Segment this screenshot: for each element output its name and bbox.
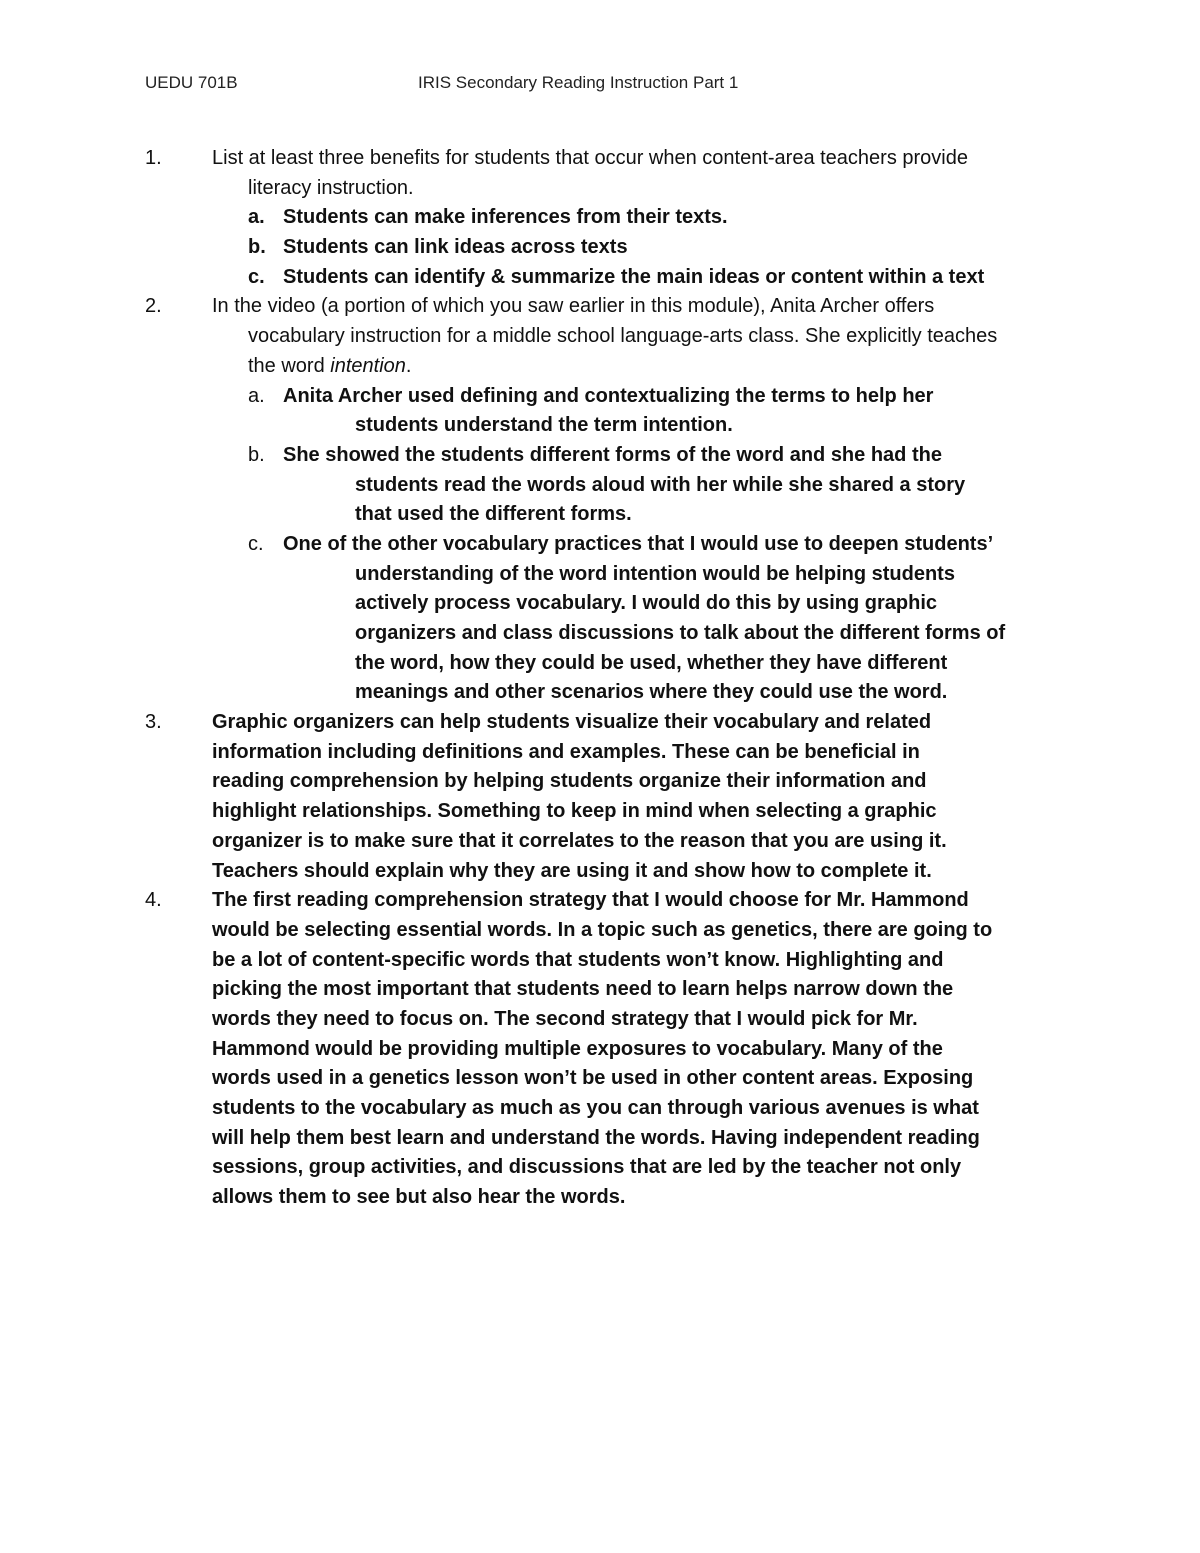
answer-2c-line-3: actively process vocabulary. I would do this by using graphic: [355, 592, 938, 615]
question-text: In the video (a portion of which you saw earlier in this module), Anita Archer offers: [212, 295, 935, 318]
question-1-line-2: literacy instruction.: [248, 176, 414, 199]
answer-label: a.: [248, 206, 265, 229]
text-segment: .: [405, 354, 412, 377]
question-2-line-3: [0, 352, 1200, 382]
question-4-line-8: students to the vocabulary as much as you can through various avenues is what: [212, 1097, 979, 1119]
emphasized-word: intention: [330, 354, 406, 377]
question-4-line-9: will help them best learn and understand the words. Having independent reading: [212, 1126, 980, 1149]
answer-2b-line-3: that used the different forms.: [355, 503, 632, 526]
question-2-line-1: [0, 292, 1200, 322]
answer-2c-line-6: meanings and other scenarios where they could use the word.: [355, 681, 948, 704]
answer-2b-line-2: students read the words aloud with her while she shared a story: [355, 473, 966, 496]
question-3-line-4: highlight relationships. Something to keep in mind when selecting a graphic: [212, 800, 937, 823]
question-3-line-3: reading comprehension by helping students organize their information and: [212, 770, 927, 793]
question-1-line-1: [0, 144, 1200, 174]
question-text: List at least three benefits for students that occur when content-area teachers provide: [212, 147, 968, 169]
question-3-line-6: Teachers should explain why they are using it and show how to complete it.: [212, 859, 932, 882]
question-4-line-5: words they need to focus on. The second strategy that I would pick for Mr.: [212, 1007, 918, 1030]
answer-label: c.: [248, 532, 264, 555]
answer-2a-line-2: students understand the term intention.: [355, 414, 733, 437]
question-number: 2.: [145, 295, 162, 318]
question-4-line-10: sessions, group activities, and discussions that are led by the teacher not only: [212, 1156, 962, 1179]
question-number: 4.: [145, 889, 162, 912]
question-3-line-1: [0, 708, 1200, 738]
question-4-line-6: Hammond would be providing multiple exposures to vocabulary. Many of the: [212, 1037, 943, 1060]
question-4-line-1: [0, 886, 1200, 916]
answer-text: The first reading comprehension strategy that I would choose for Mr. Hammond: [212, 889, 969, 912]
question-4-line-4: picking the most important that students need to learn helps narrow down the: [212, 978, 954, 1001]
answer-text: One of the other vocabulary practices that I would use to deepen students’: [283, 532, 994, 555]
answer-2c-line-2: understanding of the word intention would be helping students: [355, 562, 955, 585]
answer-2c-line-1: [0, 530, 1200, 560]
text-segment: the word: [248, 354, 331, 377]
answer-1a: [0, 203, 1200, 233]
answer-text: Students can identify & summarize the main ideas or content within a text: [283, 265, 985, 288]
answer-label: b.: [248, 236, 266, 259]
question-3-line-5: organizer is to make sure that it correlates to the reason that you are using it.: [212, 829, 947, 852]
answer-text: Students can make inferences from their texts.: [283, 206, 728, 229]
answer-2a-line-1: [0, 382, 1200, 412]
answer-text: Students can link ideas across texts: [283, 236, 628, 259]
question-4-line-11: allows them to see but also hear the words.: [212, 1186, 626, 1209]
answer-text: Anita Archer used defining and contextualizing the terms to help her: [283, 384, 934, 407]
document-body: [0, 144, 1200, 1213]
question-4-line-2: would be selecting essential words. In a topic such as genetics, there are going to: [212, 918, 993, 941]
question-2-line-2: vocabulary instruction for a middle school language-arts class. She explicitly teaches: [248, 325, 998, 348]
answer-text: She showed the students different forms of the word and she had the: [283, 443, 942, 466]
answer-2b-line-1: [0, 441, 1200, 471]
answer-1b: [0, 233, 1200, 263]
answer-label: b.: [248, 443, 265, 466]
question-4-line-3: be a lot of content-specific words that students won’t know. Highlighting and: [212, 948, 944, 971]
question-number: 1.: [145, 147, 162, 169]
answer-2c-line-5: the word, how they could be used, whether they have different: [355, 651, 948, 674]
answer-text: Graphic organizers can help students visualize their vocabulary and related: [212, 711, 932, 734]
page-header: [0, 73, 1200, 103]
question-number: 3.: [145, 711, 162, 734]
question-3-line-2: information including definitions and examples. These can be beneficial in: [212, 740, 920, 763]
question-4-line-7: words used in a genetics lesson won’t be used in other content areas. Exposing: [212, 1067, 974, 1090]
course-code: UEDU 701B: [145, 73, 238, 92]
answer-1c: [0, 263, 1200, 293]
answer-label: a.: [248, 384, 265, 407]
document-title: IRIS Secondary Reading Instruction Part 1: [418, 73, 739, 92]
answer-label: c.: [248, 265, 265, 288]
answer-2c-line-4: organizers and class discussions to talk about the different forms of: [355, 622, 1006, 644]
